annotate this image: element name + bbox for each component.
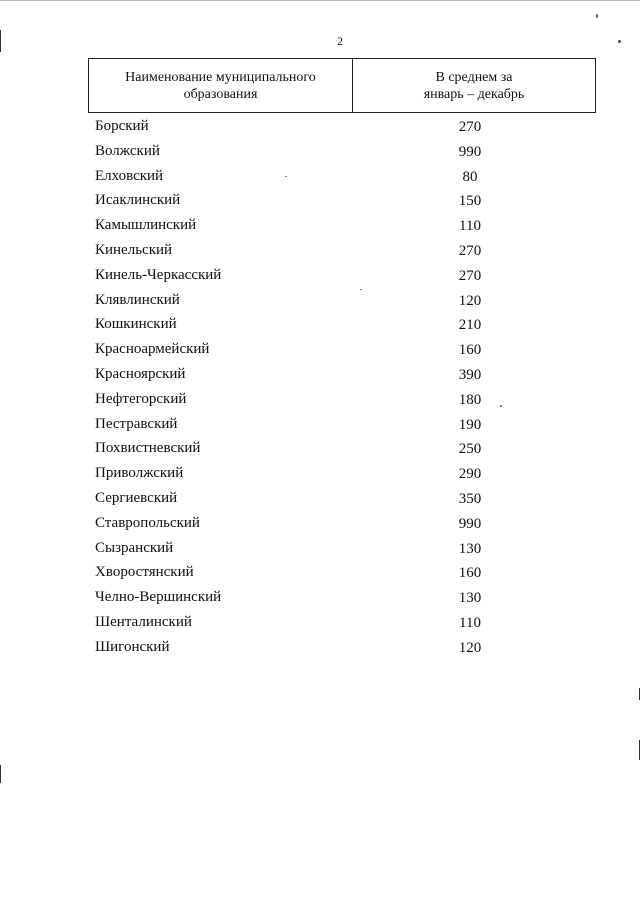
row-value: 180 xyxy=(458,391,482,408)
row-name: Похвистневский xyxy=(95,440,201,457)
row-value: 990 xyxy=(458,143,482,160)
row-value: 160 xyxy=(458,342,482,359)
row-name: Красноярский xyxy=(95,365,186,382)
row-name: Челно-Вершинский xyxy=(95,589,222,606)
row-value: 210 xyxy=(458,317,482,334)
table-row xyxy=(0,488,640,513)
table-body xyxy=(0,116,640,662)
row-value: 150 xyxy=(458,193,482,210)
table-row xyxy=(0,265,640,290)
table-row xyxy=(0,389,640,414)
table-row xyxy=(0,414,640,439)
row-name: Сызранский xyxy=(95,539,174,556)
row-name: Кошкинский xyxy=(95,316,177,333)
header-municipality-label: Наименование муниципального образования xyxy=(125,69,316,102)
row-value: 130 xyxy=(458,590,482,607)
table-row xyxy=(0,141,640,166)
scan-speck xyxy=(285,176,287,177)
table-row xyxy=(0,438,640,463)
row-name: Нефтегорский xyxy=(95,390,187,407)
row-value: 120 xyxy=(458,639,482,656)
table-row xyxy=(0,538,640,563)
table-row xyxy=(0,116,640,141)
table-row xyxy=(0,166,640,191)
row-value: 80 xyxy=(462,168,478,185)
page-number: 2 xyxy=(337,34,343,48)
header-average xyxy=(353,59,595,112)
row-name: Приволжский xyxy=(95,465,184,482)
scan-speck xyxy=(500,405,502,407)
row-value: 390 xyxy=(458,366,482,383)
row-value: 270 xyxy=(458,119,482,135)
row-name: Кинель-Черкасский xyxy=(95,266,222,283)
row-name: Шигонский xyxy=(95,638,170,655)
row-value: 110 xyxy=(459,218,481,235)
table-row xyxy=(0,637,640,662)
scan-speck xyxy=(618,40,621,43)
table-row xyxy=(0,339,640,364)
row-name: Елховский xyxy=(95,167,164,184)
row-name: Шенталинский xyxy=(95,613,192,630)
row-name: Красноармейский xyxy=(95,341,210,358)
header-average-label: В среднем за январь – декабрь xyxy=(423,69,525,102)
table-header xyxy=(88,58,596,113)
row-name: Кинельский xyxy=(95,241,173,258)
row-name: Ставропольский xyxy=(95,514,200,531)
scan-top-edge xyxy=(0,0,640,1)
scan-speck xyxy=(360,289,362,290)
row-name: Камышлинский xyxy=(95,217,197,234)
table-row xyxy=(0,612,640,637)
table-row xyxy=(0,190,640,215)
row-value: 270 xyxy=(458,267,482,284)
row-value: 110 xyxy=(459,614,481,631)
row-name: Клявлинский xyxy=(95,291,180,308)
row-name: Исаклинский xyxy=(95,192,181,209)
row-name: Пестравский xyxy=(95,415,178,432)
row-name: Волжский xyxy=(95,142,160,159)
row-value: 160 xyxy=(458,565,482,582)
row-value: 250 xyxy=(458,441,482,458)
row-value: 130 xyxy=(458,540,482,557)
row-name: Сергиевский xyxy=(95,489,178,506)
row-name: Хворостянский xyxy=(95,564,194,581)
table-row xyxy=(0,290,640,315)
row-name: Борский xyxy=(95,118,149,134)
table-row xyxy=(0,240,640,265)
table-row xyxy=(0,364,640,389)
header-municipality xyxy=(89,59,353,112)
row-value: 190 xyxy=(458,416,482,433)
scan-edge-mark xyxy=(0,765,1,783)
table-row xyxy=(0,215,640,240)
scan-speck xyxy=(596,14,598,18)
table-row xyxy=(0,562,640,587)
scan-edge-mark xyxy=(0,30,1,52)
row-value: 350 xyxy=(458,490,482,507)
table-row xyxy=(0,314,640,339)
table-row xyxy=(0,513,640,538)
row-value: 290 xyxy=(458,466,482,483)
row-value: 120 xyxy=(458,292,482,309)
table-row xyxy=(0,463,640,488)
row-value: 990 xyxy=(458,515,482,532)
row-value: 270 xyxy=(458,242,482,259)
table-row xyxy=(0,587,640,612)
